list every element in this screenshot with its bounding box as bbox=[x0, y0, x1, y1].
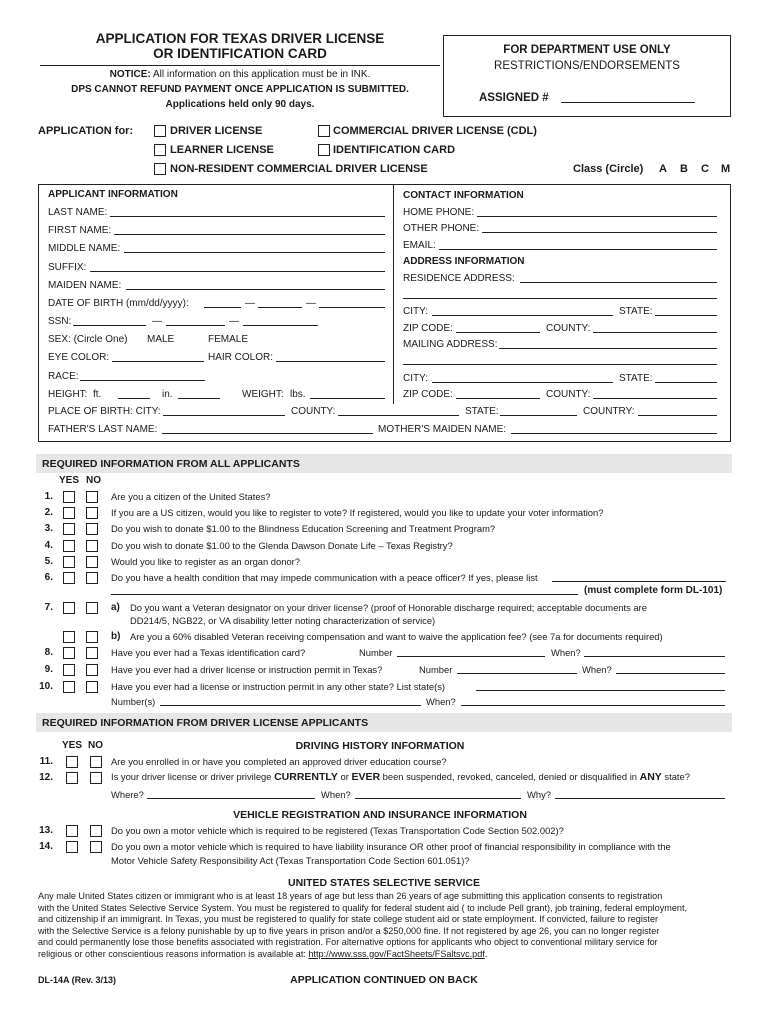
class-c[interactable]: C bbox=[701, 163, 709, 175]
assigned-field[interactable] bbox=[561, 102, 695, 103]
question-number-6: 6. bbox=[44, 572, 53, 583]
q10-when-label: When? bbox=[426, 696, 456, 707]
q12-when-label: When? bbox=[321, 789, 351, 800]
birth-city-field[interactable] bbox=[163, 415, 285, 416]
class-a[interactable]: A bbox=[659, 163, 667, 175]
maiden-name-label: MAIDEN NAME: bbox=[48, 280, 122, 291]
selective-last-line: religious or other conscientious reasons information is available at: bbox=[38, 948, 306, 959]
weight-lbs-label: lbs. bbox=[290, 389, 306, 400]
q3-no-checkbox[interactable] bbox=[86, 523, 98, 535]
last-name-field[interactable] bbox=[110, 216, 385, 217]
mailing-city-label: CITY: bbox=[403, 373, 429, 384]
q12-ever: EVER bbox=[351, 771, 381, 783]
residence-state-label: STATE: bbox=[619, 306, 653, 317]
q10-numbers-label: Number(s) bbox=[111, 696, 156, 707]
address-heading: ADDRESS INFORMATION bbox=[403, 256, 525, 267]
eye-color-label: EYE COLOR: bbox=[48, 352, 110, 363]
mailing-address-field-2[interactable] bbox=[403, 364, 717, 365]
birth-city-label: PLACE OF BIRTH: CITY: bbox=[48, 406, 161, 417]
q13-yes-checkbox[interactable] bbox=[66, 825, 78, 837]
q9-when-field[interactable] bbox=[616, 673, 725, 674]
weight-field[interactable] bbox=[310, 398, 385, 399]
height-in-label: in. bbox=[162, 389, 173, 400]
dob-dash-2: — bbox=[306, 298, 316, 309]
birth-county-field[interactable] bbox=[338, 415, 459, 416]
residence-address-field[interactable] bbox=[520, 282, 717, 283]
driver-license-checkbox[interactable] bbox=[154, 125, 166, 137]
birth-state-field[interactable] bbox=[500, 415, 577, 416]
form-number: DL-14A (Rev. 3/13) bbox=[38, 975, 117, 985]
q7a-text: Do you want a Veteran designator on your driver license? (proof of Honorable discharge required; acceptable documents are bbox=[130, 602, 647, 613]
mother-name-label: MOTHER'S MAIDEN NAME: bbox=[378, 424, 507, 435]
vehicle-heading: VEHICLE REGISTRATION AND INSURANCE INFORMATION bbox=[233, 809, 527, 821]
q12-where-label: Where? bbox=[111, 789, 144, 800]
residence-county-label: COUNTY: bbox=[546, 323, 591, 334]
q6-condition-field[interactable] bbox=[552, 581, 726, 582]
dept-restrictions: RESTRICTIONS/ENDORSEMENTS bbox=[494, 60, 680, 72]
q7a-text-2: DD214/5, NGB22, or VA disability letter noting characterization of service) bbox=[130, 615, 436, 626]
cdl-label: COMMERCIAL DRIVER LICENSE (CDL) bbox=[333, 125, 537, 137]
question-number-12: 12. bbox=[39, 772, 53, 783]
q6-yes-checkbox[interactable] bbox=[63, 572, 75, 584]
q2-yes-checkbox[interactable] bbox=[63, 507, 75, 519]
q12-when-field[interactable] bbox=[355, 798, 521, 799]
residence-zip-field[interactable] bbox=[456, 332, 540, 333]
q5-text: Would you like to register as an organ donor? bbox=[111, 556, 301, 567]
q12-why-field[interactable] bbox=[555, 798, 725, 799]
application-for-label: APPLICATION for: bbox=[38, 125, 134, 137]
q12-or: or bbox=[340, 771, 349, 782]
height-in-field[interactable] bbox=[178, 398, 220, 399]
q10-yes-checkbox[interactable] bbox=[63, 681, 75, 693]
father-name-label: FATHER'S LAST NAME: bbox=[48, 424, 158, 435]
ssn-dash-2: — bbox=[229, 316, 239, 327]
q7a-label: a) bbox=[111, 602, 120, 613]
sex-label: SEX: (Circle One) bbox=[48, 334, 128, 345]
q12-yes-checkbox[interactable] bbox=[66, 772, 78, 784]
title-rule bbox=[40, 65, 440, 66]
q14-text: Do you own a motor vehicle which is required to have liability insurance OR other proof of financial responsibility in compliance with the bbox=[111, 841, 671, 852]
q13-no-checkbox[interactable] bbox=[90, 825, 102, 837]
height-label: HEIGHT: bbox=[48, 389, 88, 400]
sex-female[interactable]: FEMALE bbox=[208, 334, 249, 345]
ssn-label: SSN: bbox=[48, 316, 72, 327]
form-title-line2: OR IDENTIFICATION CARD bbox=[153, 46, 327, 61]
sex-male[interactable]: MALE bbox=[147, 334, 175, 345]
suffix-label: SUFFIX: bbox=[48, 262, 87, 273]
eye-color-field[interactable] bbox=[112, 361, 204, 362]
selective-line-5: and could permanently lose those benefits associated with registration. For alternative options for applicants who object to conventional military service for bbox=[38, 937, 658, 947]
question-number-3: 3. bbox=[44, 523, 53, 534]
q1-no-checkbox[interactable] bbox=[86, 491, 98, 503]
q14-text-2: Motor Vehicle Safety Responsibility Act (Texas Transportation Code Section 601.051)? bbox=[111, 855, 470, 866]
mailing-county-label: COUNTY: bbox=[546, 389, 591, 400]
selective-service-link[interactable]: http://www.sss.gov/FactSheets/FSaltsvc.pdf bbox=[308, 948, 485, 959]
q9-no-checkbox[interactable] bbox=[86, 664, 98, 676]
height-ft-field[interactable] bbox=[118, 398, 150, 399]
required-all-heading: REQUIRED INFORMATION FROM ALL APPLICANTS bbox=[36, 454, 732, 473]
nonresident-cdl-label: NON-RESIDENT COMMERCIAL DRIVER LICENSE bbox=[170, 163, 428, 175]
applicant-heading: APPLICANT INFORMATION bbox=[48, 189, 178, 200]
question-number-5: 5. bbox=[44, 556, 53, 567]
q8-number-field[interactable] bbox=[397, 656, 545, 657]
q5-yes-checkbox[interactable] bbox=[63, 556, 75, 568]
q12-no-checkbox[interactable] bbox=[90, 772, 102, 784]
q7b-no-checkbox[interactable] bbox=[86, 631, 98, 643]
mailing-address-label: MAILING ADDRESS: bbox=[403, 339, 498, 350]
ssn-dash-1: — bbox=[152, 316, 162, 327]
residence-county-field[interactable] bbox=[593, 332, 717, 333]
mailing-state-field[interactable] bbox=[655, 382, 717, 383]
q5-no-checkbox[interactable] bbox=[86, 556, 98, 568]
required-dl-heading: REQUIRED INFORMATION FROM DRIVER LICENSE APPLICANTS bbox=[36, 713, 732, 732]
q8-number-label: Number bbox=[359, 647, 393, 658]
selective-service-heading: UNITED STATES SELECTIVE SERVICE bbox=[288, 877, 480, 889]
q12-where-field[interactable] bbox=[147, 798, 315, 799]
learner-license-label: LEARNER LICENSE bbox=[170, 144, 274, 156]
q8-text: Have you ever had a Texas identification card? bbox=[111, 647, 306, 658]
question-number-7: 7. bbox=[44, 602, 53, 613]
q3-text: Do you wish to donate $1.00 to the Blindness Education Screening and Treatment Program? bbox=[111, 523, 496, 534]
dob-month-field[interactable] bbox=[204, 307, 241, 308]
q7b-text: Are you a 60% disabled Veteran receiving compensation and want to waive the application fee? (see 7a for documents required) bbox=[130, 631, 663, 642]
middle-name-field[interactable] bbox=[124, 252, 385, 253]
residence-city-label: CITY: bbox=[403, 306, 429, 317]
question-number-2: 2. bbox=[44, 507, 53, 518]
other-phone-label: OTHER PHONE: bbox=[403, 223, 480, 234]
q8-no-checkbox[interactable] bbox=[86, 647, 98, 659]
continued-on-back: APPLICATION CONTINUED ON BACK bbox=[290, 974, 478, 986]
residence-address-label: RESIDENCE ADDRESS: bbox=[403, 273, 515, 284]
q14-no-checkbox[interactable] bbox=[90, 841, 102, 853]
last-name-label: LAST NAME: bbox=[48, 207, 108, 218]
dob-label: DATE OF BIRTH (mm/dd/yyyy): bbox=[48, 298, 189, 309]
birth-country-label: COUNTRY: bbox=[583, 406, 635, 417]
birth-state-label: STATE: bbox=[465, 406, 499, 417]
assigned-label: ASSIGNED # bbox=[479, 92, 549, 104]
class-label: Class (Circle) bbox=[573, 163, 644, 175]
notice-text: All information on this application must be in INK. bbox=[153, 69, 371, 80]
form-title-line1: APPLICATION FOR TEXAS DRIVER LICENSE bbox=[95, 31, 385, 46]
ssn-part3-field[interactable] bbox=[243, 325, 318, 326]
birth-country-field[interactable] bbox=[638, 415, 717, 416]
residence-address-field-2[interactable] bbox=[403, 298, 717, 299]
mailing-county-field[interactable] bbox=[593, 398, 717, 399]
weight-label: WEIGHT: bbox=[242, 389, 284, 400]
q4-yes-checkbox[interactable] bbox=[63, 540, 75, 552]
selective-line-3: and citizenship if an immigrant. In Texas, you must be registered to qualify for state college student aid or state employment. If convicted, failure to register bbox=[38, 914, 659, 924]
learner-license-checkbox[interactable] bbox=[154, 144, 166, 156]
q12-text-b: been suspended, revoked, canceled, denied or disqualified in bbox=[382, 771, 638, 782]
refund-notice: DPS CANNOT REFUND PAYMENT ONCE APPLICATION IS SUBMITTED. bbox=[71, 84, 409, 95]
q9-number-label: Number bbox=[419, 664, 453, 675]
q10-text: Have you ever had a license or instruction permit in any other state? List state(s) bbox=[111, 681, 446, 692]
q7b-yes-checkbox[interactable] bbox=[63, 631, 75, 643]
q8-yes-checkbox[interactable] bbox=[63, 647, 75, 659]
maiden-name-field[interactable] bbox=[126, 289, 385, 290]
q8-when-label: When? bbox=[551, 647, 581, 658]
notice-label: NOTICE: bbox=[109, 69, 151, 80]
race-label: RACE: bbox=[48, 371, 79, 382]
question-number-13: 13. bbox=[39, 825, 53, 836]
hair-color-field[interactable] bbox=[276, 361, 385, 362]
question-number-11: 11. bbox=[39, 756, 53, 767]
q11-no-checkbox[interactable] bbox=[90, 756, 102, 768]
q6-note: (must complete form DL-101) bbox=[584, 585, 723, 596]
middle-name-label: MIDDLE NAME: bbox=[48, 243, 121, 254]
home-phone-field[interactable] bbox=[477, 216, 717, 217]
question-number-9: 9. bbox=[44, 664, 53, 675]
notice bbox=[40, 69, 440, 80]
q12-currently: CURRENTLY bbox=[274, 771, 338, 783]
selective-line-2: with the United States Selective Service System. You must be registered to qualify for federal student aid ( to include Pell grant), job training, federal employment, bbox=[38, 902, 688, 913]
email-field[interactable] bbox=[439, 249, 717, 250]
selective-line-4: with the Selective Service is a felony punishable by up to five years in prison and/or a $250,000 fine. If not registered by age 26, you can no longer register bbox=[38, 925, 660, 936]
q9-text: Have you ever had a driver license or instruction permit in Texas? bbox=[111, 664, 383, 675]
driving-history-heading: DRIVING HISTORY INFORMATION bbox=[295, 740, 465, 752]
q11-text: Are you enrolled in or have you completed an approved driver education course? bbox=[111, 756, 447, 767]
q9-when-label: When? bbox=[582, 664, 612, 675]
ssn-part1-field[interactable] bbox=[73, 325, 146, 326]
q7a-yes-checkbox[interactable] bbox=[63, 602, 75, 614]
first-name-field[interactable] bbox=[114, 234, 385, 235]
q13-text: Do you own a motor vehicle which is required to be registered (Texas Transportation Code Section 502.002)? bbox=[111, 825, 564, 836]
class-m[interactable]: M bbox=[721, 163, 731, 175]
mother-name-field[interactable] bbox=[511, 433, 717, 434]
q6-no-checkbox[interactable] bbox=[86, 572, 98, 584]
mailing-address-field[interactable] bbox=[499, 348, 717, 349]
mailing-zip-label: ZIP CODE: bbox=[403, 389, 453, 400]
race-field[interactable] bbox=[80, 380, 205, 381]
residence-state-field[interactable] bbox=[655, 315, 717, 316]
hair-color-label: HAIR COLOR: bbox=[208, 352, 274, 363]
selective-line-1: Any male United States citizen or immigrant who is at least 18 years of age but less than 26 years of age submitting this application consents to registration bbox=[38, 891, 663, 901]
q10-numbers-field[interactable] bbox=[160, 705, 421, 706]
dob-year-field[interactable] bbox=[319, 307, 385, 308]
residence-city-field[interactable] bbox=[432, 315, 613, 316]
q3-yes-checkbox[interactable] bbox=[63, 523, 75, 535]
cdl-checkbox[interactable] bbox=[318, 125, 330, 137]
q14-yes-checkbox[interactable] bbox=[66, 841, 78, 853]
q11-yes-checkbox[interactable] bbox=[66, 756, 78, 768]
question-number-10: 10. bbox=[39, 681, 53, 692]
email-label: EMAIL: bbox=[403, 240, 436, 251]
q6-condition-field-2[interactable] bbox=[111, 594, 578, 595]
q7b-label: b) bbox=[111, 631, 121, 642]
question-number-14: 14. bbox=[39, 841, 53, 852]
residence-zip-label: ZIP CODE: bbox=[403, 323, 453, 334]
q1-text: Are you a citizen of the United States? bbox=[111, 491, 271, 502]
nonresident-cdl-checkbox[interactable] bbox=[154, 163, 166, 175]
ssn-part2-field[interactable] bbox=[166, 325, 225, 326]
q4-no-checkbox[interactable] bbox=[86, 540, 98, 552]
q12-text-c: state? bbox=[664, 771, 690, 782]
q8-when-field[interactable] bbox=[584, 656, 725, 657]
dl-yes-column-header: YES bbox=[62, 740, 83, 751]
q9-number-field[interactable] bbox=[457, 673, 577, 674]
q7a-no-checkbox[interactable] bbox=[86, 602, 98, 614]
q12-text bbox=[111, 771, 690, 783]
q2-text: If you are a US citizen, would you like to register to vote? If registered, would you like to update your voter information? bbox=[111, 507, 604, 518]
home-phone-label: HOME PHONE: bbox=[403, 207, 475, 218]
other-phone-field[interactable] bbox=[482, 232, 717, 233]
id-card-label: IDENTIFICATION CARD bbox=[333, 144, 456, 156]
height-ft-label: ft. bbox=[93, 389, 102, 400]
mailing-city-field[interactable] bbox=[432, 382, 613, 383]
q4-text: Do you wish to donate $1.00 to the Glenda Dawson Donate Life – Texas Registry? bbox=[111, 540, 453, 551]
suffix-field[interactable] bbox=[90, 271, 385, 272]
q12-text-a: Is your driver license or driver privilege bbox=[111, 771, 272, 782]
q9-yes-checkbox[interactable] bbox=[63, 664, 75, 676]
held-notice: Applications held only 90 days. bbox=[165, 99, 315, 110]
dob-dash-1: — bbox=[245, 298, 255, 309]
q1-yes-checkbox[interactable] bbox=[63, 491, 75, 503]
first-name-label: FIRST NAME: bbox=[48, 225, 112, 236]
question-number-4: 4. bbox=[44, 540, 53, 551]
q10-states-field[interactable] bbox=[476, 690, 725, 691]
birth-county-label: COUNTY: bbox=[291, 406, 336, 417]
id-card-checkbox[interactable] bbox=[318, 144, 330, 156]
q10-no-checkbox[interactable] bbox=[86, 681, 98, 693]
q12-why-label: Why? bbox=[527, 789, 551, 800]
dl-no-column-header: NO bbox=[88, 740, 103, 751]
mailing-zip-field[interactable] bbox=[456, 398, 540, 399]
mailing-state-label: STATE: bbox=[619, 373, 653, 384]
question-number-1: 1. bbox=[44, 491, 53, 502]
contact-heading: CONTACT INFORMATION bbox=[403, 190, 524, 201]
selective-service-text bbox=[38, 891, 732, 960]
q2-no-checkbox[interactable] bbox=[86, 507, 98, 519]
q6-text: Do you have a health condition that may impede communication with a peace officer? If yes, please list bbox=[111, 572, 538, 583]
dob-day-field[interactable] bbox=[258, 307, 302, 308]
q12-any: ANY bbox=[639, 771, 662, 783]
question-number-8: 8. bbox=[44, 647, 53, 658]
driver-license-label: DRIVER LICENSE bbox=[170, 125, 263, 137]
selective-period: . bbox=[484, 948, 488, 959]
q10-when-field[interactable] bbox=[461, 705, 725, 706]
no-column-header: NO bbox=[86, 475, 101, 486]
yes-column-header: YES bbox=[59, 475, 80, 486]
dept-title: FOR DEPARTMENT USE ONLY bbox=[503, 44, 671, 56]
father-name-field[interactable] bbox=[162, 433, 373, 434]
selective-line-6 bbox=[38, 949, 732, 961]
class-b[interactable]: B bbox=[680, 163, 688, 175]
applicant-box-divider bbox=[393, 184, 394, 404]
